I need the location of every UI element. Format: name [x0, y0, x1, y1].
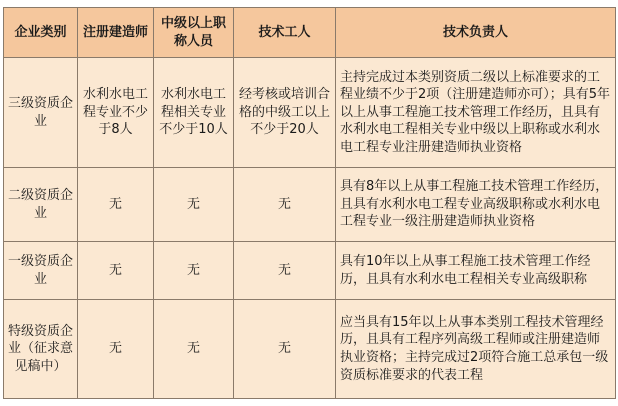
cell-technical-head: 具有10年以上从事工程施工技术管理工作经历，且具有水利水电工程相关专业高级职称	[336, 242, 616, 300]
table-header-row	[4, 8, 616, 58]
cell-category: 三级资质企业	[4, 58, 78, 168]
cell-technical-head: 应当具有15年以上从事本类别工程技术管理经历，且具有工程序列高级工程师或注册建造师执业资格；主持完成过2项符合施工总承包一级资质标准要求的代表工程	[336, 300, 616, 399]
header-category: 企业类别	[4, 8, 78, 58]
cell-mid-title-staff: 无	[154, 242, 234, 300]
cell-registered-builder: 无	[78, 300, 154, 399]
cell-technical-head: 主持完成过本类别资质二级以上标准要求的工程业绩不少于2项（注册建造师亦可）；具有5年以上从事工程施工技术管理工作经历，且具有水利水电工程相关专业中级以上职称或水利水电工程专业注册建造师执业资格	[336, 58, 616, 168]
table-row	[4, 300, 616, 399]
header-technical-head: 技术负责人	[336, 8, 616, 58]
cell-technical-workers: 经考核或培训合格的中级工以上不少于20人	[234, 58, 336, 168]
qualification-table	[3, 7, 616, 399]
cell-registered-builder: 无	[78, 168, 154, 242]
cell-registered-builder: 水利水电工程专业不少于8人	[78, 58, 154, 168]
cell-mid-title-staff: 无	[154, 168, 234, 242]
cell-mid-title-staff: 无	[154, 300, 234, 399]
cell-category: 二级资质企业	[4, 168, 78, 242]
cell-technical-workers: 无	[234, 242, 336, 300]
cell-registered-builder: 无	[78, 242, 154, 300]
cell-technical-workers: 无	[234, 168, 336, 242]
table-row	[4, 58, 616, 168]
cell-mid-title-staff: 水利水电工程相关专业不少于10人	[154, 58, 234, 168]
table-row	[4, 168, 616, 242]
cell-category: 一级资质企业	[4, 242, 78, 300]
table-row	[4, 242, 616, 300]
header-technical-workers: 技术工人	[234, 8, 336, 58]
cell-technical-head: 具有8年以上从事工程施工技术管理工作经历，且具有水利水电工程专业高级职称或水利水电工程专业一级注册建造师执业资格	[336, 168, 616, 242]
cell-category: 特级资质企业（征求意见稿中）	[4, 300, 78, 399]
cell-technical-workers: 无	[234, 300, 336, 399]
header-registered-builder: 注册建造师	[78, 8, 154, 58]
header-mid-title-staff: 中级以上职称人员	[154, 8, 234, 58]
